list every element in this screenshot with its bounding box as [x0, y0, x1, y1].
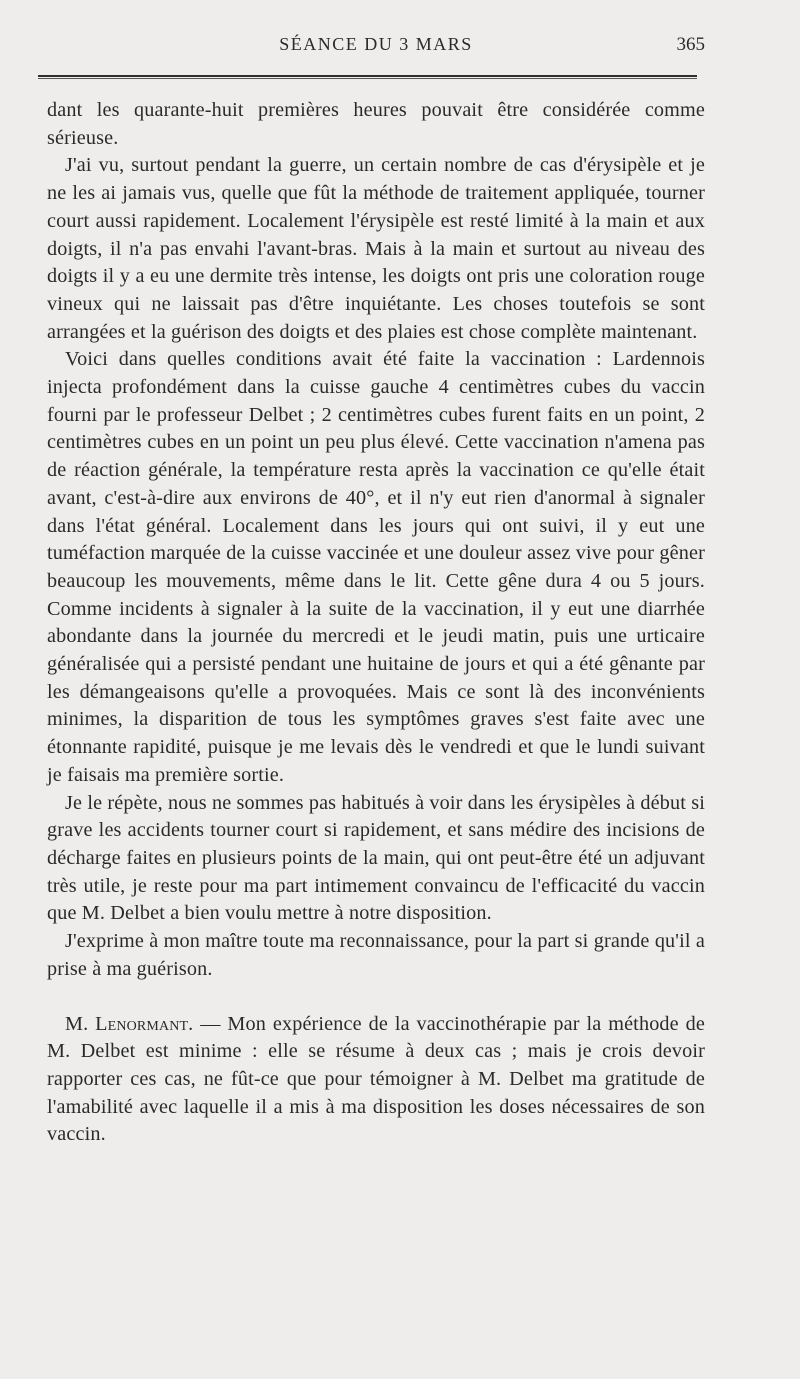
- header-rule: [38, 75, 697, 77]
- paragraph-1: dant les quarante-huit premières heures pouvait être considérée comme sérieuse.: [47, 99, 705, 149]
- paragraph-4: Je le répète, nous ne sommes pas habitués à voir dans les érysipèles à début si grave les accidents tourner court si rapidement, et sans médire des incisions de décharge faites en plusieurs points de la main, qui ont peut-être été un adjuvant très utile, je reste pour ma part intimement convaincu de l'efficacité du vaccin que M. Delbet a bien voulu mettre à notre disposition.: [47, 791, 705, 925]
- paragraph-5: J'exprime à mon maître toute ma reconnaissance, pour la part si grande qu'il a prise à ma guérison.: [47, 930, 705, 980]
- paragraph-3: Voici dans quelles conditions avait été faite la vaccination : Lardennois injecta profondément dans la cuisse gauche 4 centimètres cubes du vaccin fourni par le professeur Delbet ; 2 centimètres cubes furent faits en un point, 2 centimètres cubes en un point un peu plus élevé. Cette vaccination n'amena pas de réaction générale, la température resta après la vaccination ce qu'elle était avant, c'est-à-dire aux environs de 40°, et il n'y eut rien d'anormal à signaler dans l'état général. Localement dans les jours qui ont suivi, il y eut une tuméfaction marquée de la cuisse vaccinée et une douleur assez vive pour gêner beaucoup les mouvements, même dans le lit. Cette gêne dura 4 ou 5 jours. Comme incidents à signaler à la suite de la vaccination, il y eut une diarrhée abondante dans la journée du mercredi et le jeudi matin, puis une urticaire généralisée qui a persisté pendant une huitaine de jours et qui a été gênante par les démangeaisons qu'elle a provoquées. Mais ce sont là des inconvénients minimes, la disparition de tous les symptômes graves s'est faite avec une étonnante rapidité, puisque je me levais dès le vendredi et que le lundi suivant je faisais ma première sortie.: [47, 348, 705, 786]
- body-text: [47, 97, 705, 1149]
- paragraph-2: J'ai vu, surtout pendant la guerre, un certain nombre de cas d'érysipèle et je ne les ai jamais vus, quelle que fût la méthode de traitement appliquée, tourner court aussi rapidement. Localement l'érysipèle est resté limité à la main et aux doigts, il n'a pas envahi l'avant-bras. Mais à la main et surtout au niveau des doigts il y a eu une dermite très intense, les doigts ont pris une coloration rouge vineux qui ne laissait pas d'être inquiétante. Les choses toutefois se sont arrangées et la guérison des doigts et des plaies est chose complète maintenant.: [47, 154, 705, 343]
- speaker-name: M. Lenormant.: [65, 1012, 194, 1035]
- running-title: SÉANCE DU 3 MARS: [279, 34, 473, 54]
- page-number: 365: [676, 34, 705, 55]
- running-head: [47, 34, 705, 62]
- speaker-text: — Mon expérience de la vaccinothérapie par la méthode de M. Delbet est minime : elle se résume à deux cas ; mais je crois devoir rapporter ces cas, ne fût-ce que pour témoigner à M. Delbet ma gratitude de l'amabilité avec laquelle il a mis à ma disposition les doses nécessaires de son vaccin.: [47, 1012, 705, 1146]
- paragraph-6: [47, 1011, 705, 1150]
